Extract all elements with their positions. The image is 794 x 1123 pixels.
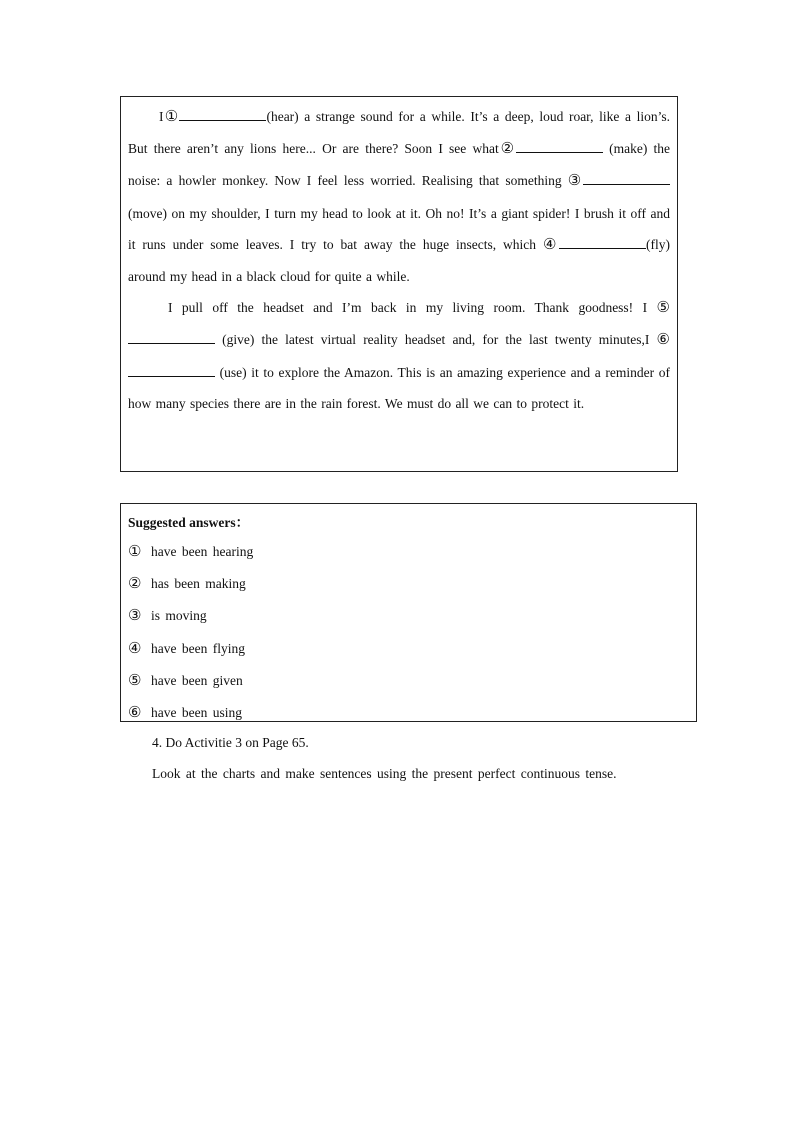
answers-title: Suggested answers： bbox=[128, 515, 250, 530]
answer-item bbox=[128, 697, 689, 729]
passage-text: I bbox=[159, 109, 164, 124]
answer-number: ⑥ bbox=[128, 705, 142, 722]
blank-1 bbox=[179, 108, 266, 121]
answer-item bbox=[128, 568, 689, 600]
blank-number-2: ② bbox=[498, 141, 516, 158]
blank-number-1: ① bbox=[163, 109, 180, 125]
answer-item bbox=[128, 633, 689, 665]
passage-text: (fly) around my head in a black cloud for quite a while. bbox=[128, 236, 670, 285]
answer-text: have been given bbox=[151, 672, 243, 688]
passage-text: I pull off the headset and I’m back in my living room. Thank goodness! I bbox=[168, 300, 657, 316]
answer-number: ④ bbox=[128, 640, 142, 657]
answers-box bbox=[120, 503, 697, 722]
blank-number-5: ⑤ bbox=[656, 300, 670, 317]
passage-box bbox=[120, 96, 678, 472]
passage-text: (move) on my shoulder, I turn my head to look at it. Oh no! It’s a giant spider! I brush it off and it runs under some leaves. I try to bat away the huge insects, which bbox=[128, 205, 670, 252]
answer-number: ⑤ bbox=[128, 672, 142, 689]
activity-heading: 4. Do Activitie 3 on Page 65. bbox=[152, 735, 309, 750]
passage-paragraph-2 bbox=[128, 292, 670, 419]
blank-5 bbox=[128, 331, 215, 344]
passage-text: (make) the noise: a howler monkey. Now I feel less worried. Realising that something bbox=[128, 141, 671, 189]
passage-text: (give) the latest virtual reality headset and, for the last twenty minutes,I bbox=[215, 332, 657, 348]
answer-number: ① bbox=[128, 544, 142, 560]
passage-text: (use) it to explore the Amazon. This is an amazing experience and a reminder of how many species there are in the rain forest. We must do all we can to protect it. bbox=[128, 364, 670, 411]
blank-number-3: ③ bbox=[567, 173, 583, 190]
activity-instruction: Look at the charts and make sentences using the present perfect continuous tense. bbox=[152, 766, 617, 781]
answer-item bbox=[128, 600, 689, 632]
blank-6 bbox=[128, 364, 215, 377]
answer-number: ③ bbox=[128, 608, 142, 625]
blank-3 bbox=[583, 172, 670, 185]
passage-paragraph-1 bbox=[128, 101, 670, 292]
activity-section bbox=[152, 727, 682, 789]
answer-text: have been using bbox=[151, 705, 242, 721]
answer-text: have been flying bbox=[151, 640, 245, 656]
answer-text: have been hearing bbox=[151, 544, 254, 559]
blank-2 bbox=[516, 140, 603, 153]
answer-text: has been making bbox=[151, 576, 246, 592]
answer-text: is moving bbox=[151, 608, 207, 624]
answer-item bbox=[128, 665, 689, 697]
blank-number-6: ⑥ bbox=[656, 332, 670, 349]
answer-item bbox=[128, 536, 689, 568]
passage-text: (hear) a strange sound for a while. It’s a deep, loud roar, like a lion’s. But there aren’t any lions here... Or are there? Soon I see what bbox=[128, 109, 670, 157]
blank-4 bbox=[559, 236, 646, 249]
answer-number: ② bbox=[128, 576, 142, 593]
blank-number-4: ④ bbox=[542, 236, 559, 253]
